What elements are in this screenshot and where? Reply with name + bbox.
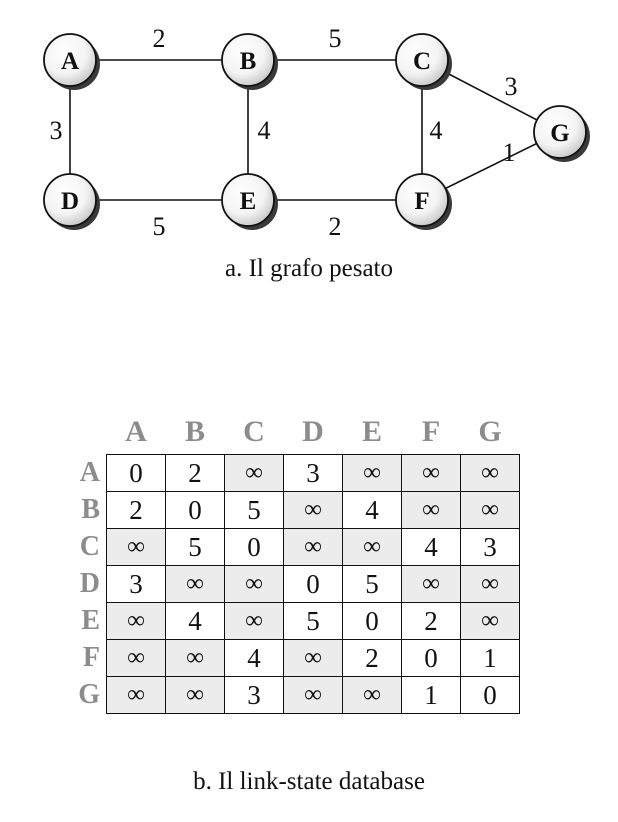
table-cell: ∞ xyxy=(107,640,166,677)
table-row xyxy=(56,455,520,492)
table-cell: 5 xyxy=(225,492,284,529)
row-header-d: D xyxy=(79,568,100,599)
column-header-e: E xyxy=(361,415,382,448)
table-cell: 0 xyxy=(107,455,166,492)
table-cell: 2 xyxy=(166,455,225,492)
node-c xyxy=(396,34,452,90)
column-header-b: B xyxy=(184,415,205,448)
edge-weight-a-d: 3 xyxy=(49,116,63,145)
node-label: E xyxy=(239,188,257,215)
table-cell: 4 xyxy=(402,529,461,566)
edge-weight-b-e: 4 xyxy=(257,116,271,145)
table-cell: ∞ xyxy=(107,603,166,640)
table-cell: ∞ xyxy=(284,677,343,714)
table-cell: 3 xyxy=(107,566,166,603)
table-cell: ∞ xyxy=(225,455,284,492)
table-cell: ∞ xyxy=(166,566,225,603)
node-label: C xyxy=(412,48,432,75)
table-cell: ∞ xyxy=(166,640,225,677)
table-cell: 1 xyxy=(461,640,520,677)
table-cell: ∞ xyxy=(461,455,520,492)
row-header-e: E xyxy=(81,605,100,636)
table-cell: 0 xyxy=(284,566,343,603)
table-cell: ∞ xyxy=(402,492,461,529)
node-d xyxy=(44,174,100,230)
graph-caption: a. Il grafo pesato xyxy=(225,255,393,282)
edge-weight-e-f: 2 xyxy=(328,212,342,241)
table-cell: 3 xyxy=(284,455,343,492)
table-cell: 4 xyxy=(225,640,284,677)
table-cell: ∞ xyxy=(461,566,520,603)
column-header-d: D xyxy=(302,415,324,448)
table-cell: 2 xyxy=(107,492,166,529)
table-cell: ∞ xyxy=(343,677,402,714)
node-label: B xyxy=(239,48,257,75)
column-header-row xyxy=(56,410,520,455)
node-f xyxy=(396,174,452,230)
link-state-database xyxy=(56,410,520,714)
table-cell: ∞ xyxy=(225,566,284,603)
table-cell: ∞ xyxy=(343,455,402,492)
table-cell: 0 xyxy=(343,603,402,640)
table-corner xyxy=(56,410,107,455)
row-header-f: F xyxy=(82,642,100,673)
column-header-g: G xyxy=(478,415,502,448)
edge-weight-d-e: 5 xyxy=(152,212,166,241)
node-e xyxy=(222,174,278,230)
edge-weight-c-g: 3 xyxy=(504,72,518,101)
table-cell: 0 xyxy=(461,677,520,714)
table-cell: 4 xyxy=(343,492,402,529)
table-cell: 5 xyxy=(284,603,343,640)
weighted-graph xyxy=(0,0,618,260)
node-a xyxy=(44,34,100,90)
edge-weight-a-b: 2 xyxy=(152,24,166,53)
column-header-f: F xyxy=(421,415,441,448)
table-cell: 2 xyxy=(343,640,402,677)
table-cell: ∞ xyxy=(343,529,402,566)
table-row xyxy=(56,566,520,603)
table-cell: ∞ xyxy=(461,492,520,529)
row-header-b: B xyxy=(81,494,100,525)
database-caption: b. Il link-state database xyxy=(193,768,425,795)
row-header-c: C xyxy=(79,531,100,562)
table-cell: ∞ xyxy=(107,677,166,714)
table-cell: 5 xyxy=(166,529,225,566)
node-g xyxy=(534,106,590,162)
table-cell: ∞ xyxy=(402,455,461,492)
link-state-table xyxy=(56,410,520,714)
table-row xyxy=(56,529,520,566)
node-label: G xyxy=(550,120,570,147)
table-row xyxy=(56,677,520,714)
table-cell: 3 xyxy=(225,677,284,714)
row-header-a: A xyxy=(79,457,100,488)
table-cell: 0 xyxy=(225,529,284,566)
table-cell: ∞ xyxy=(461,603,520,640)
table-cell: 3 xyxy=(461,529,520,566)
column-header-c: C xyxy=(243,415,265,448)
table-cell: ∞ xyxy=(166,677,225,714)
node-label: F xyxy=(414,188,430,215)
table-cell: 0 xyxy=(402,640,461,677)
table-row xyxy=(56,603,520,640)
node-label: A xyxy=(60,48,80,75)
table-cell: 2 xyxy=(402,603,461,640)
edge-weight-b-c: 5 xyxy=(328,24,342,53)
table-cell: ∞ xyxy=(284,640,343,677)
table-row xyxy=(56,492,520,529)
table-cell: 5 xyxy=(343,566,402,603)
table-cell: 4 xyxy=(166,603,225,640)
table-cell: ∞ xyxy=(225,603,284,640)
edge-weight-f-g: 1 xyxy=(502,138,516,167)
node-b xyxy=(222,34,278,90)
table-cell: ∞ xyxy=(284,529,343,566)
row-header-g: G xyxy=(78,679,100,710)
table-cell: 1 xyxy=(402,677,461,714)
column-header-a: A xyxy=(125,415,147,448)
table-cell: ∞ xyxy=(107,529,166,566)
table-cell: ∞ xyxy=(402,566,461,603)
table-row xyxy=(56,640,520,677)
table-cell: 0 xyxy=(166,492,225,529)
edge-weight-c-f: 4 xyxy=(429,116,443,145)
node-label: D xyxy=(60,188,80,215)
table-cell: ∞ xyxy=(284,492,343,529)
